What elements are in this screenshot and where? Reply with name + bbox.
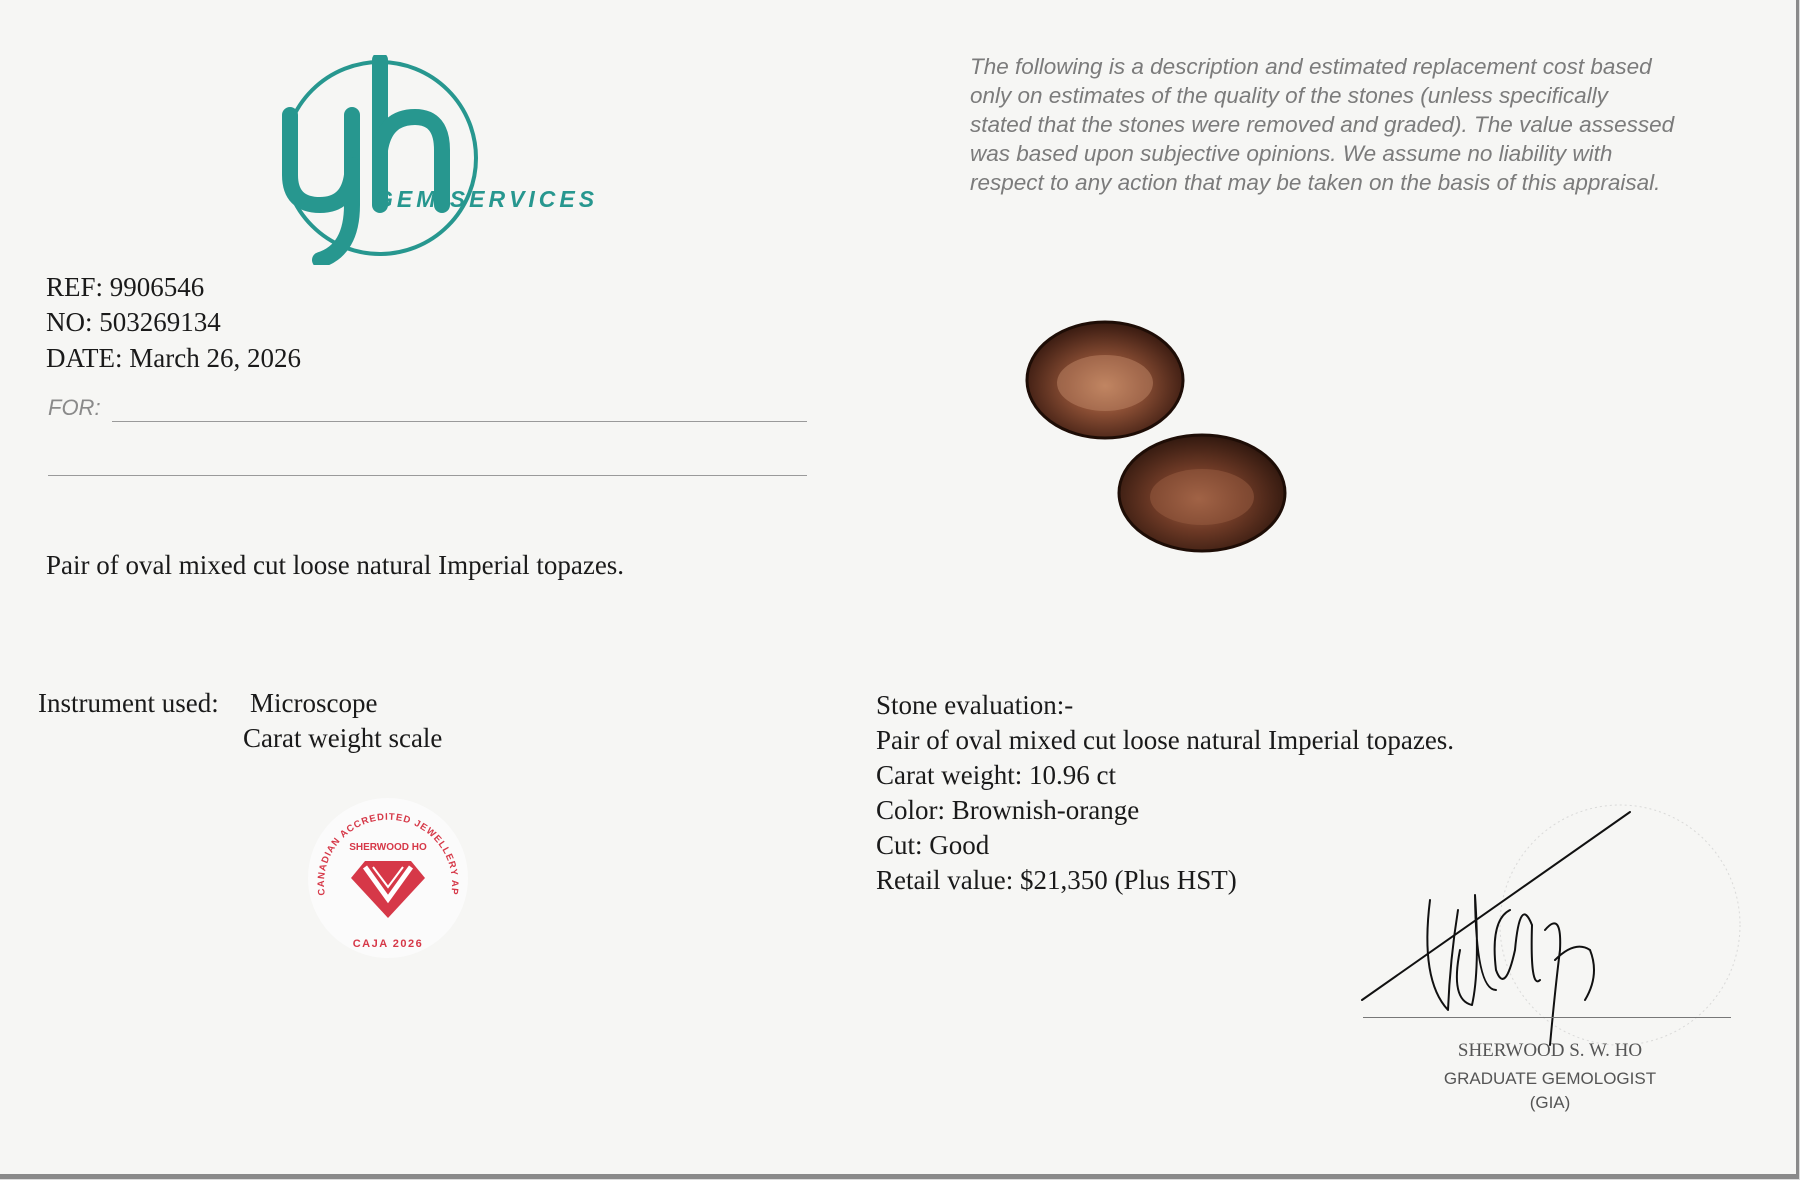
- seal-name: SHERWOOD HO: [349, 842, 427, 853]
- stone-cut: Cut: Good: [876, 830, 990, 860]
- disclaimer-line: only on estimates of the quality of the stones (unless specifically: [970, 83, 1608, 108]
- appraiser-seal: [305, 795, 471, 961]
- appraisal-date: DATE: March 26, 2026: [46, 343, 301, 373]
- document-number: NO: 503269134: [46, 307, 221, 337]
- logo-tagline: GEM SERVICES: [375, 186, 599, 212]
- signature-area: [1300, 800, 1760, 1060]
- stone-color: Color: Brownish-orange: [876, 795, 1140, 825]
- gemstones-photo: [1020, 315, 1300, 555]
- instrument-item: Microscope: [250, 688, 378, 718]
- for-label: FOR:: [48, 395, 101, 420]
- signatory-title: GRADUATE GEMOLOGIST: [1443, 1069, 1657, 1088]
- for-line-second: [48, 475, 807, 476]
- ref-number: REF: 9906546: [46, 272, 205, 302]
- disclaimer-line: stated that the stones were removed and graded). The value assessed: [970, 112, 1675, 137]
- company-logo: [270, 55, 600, 265]
- disclaimer-line: respect to any action that may be taken on the basis of this appraisal.: [970, 170, 1661, 195]
- logo-mark-icon: [270, 55, 600, 265]
- disclaimer-text: [970, 52, 1760, 197]
- disclaimer-line: The following is a description and estimated replacement cost based: [970, 54, 1652, 79]
- instrument-label: Instrument used:: [38, 688, 219, 718]
- evaluation-heading: Stone evaluation:-: [876, 690, 1074, 720]
- signatory-name: SHERWOOD S. W. HO: [1457, 1040, 1643, 1061]
- gemstone-1: [1027, 322, 1183, 438]
- disclaimer-line: was based upon subjective opinions. We assume no liability with: [970, 141, 1613, 166]
- gemstone-2: [1119, 435, 1285, 551]
- instrument-item: Carat weight scale: [243, 723, 443, 753]
- signatory-credential: (GIA): [1529, 1093, 1571, 1112]
- handwritten-signature: [1300, 800, 1760, 1060]
- evaluation-description: Pair of oval mixed cut loose natural Imperial topazes.: [876, 725, 1455, 755]
- item-description: Pair of oval mixed cut loose natural Imperial topazes.: [46, 550, 625, 580]
- carat-weight: Carat weight: 10.96 ct: [876, 760, 1116, 790]
- retail-value: Retail value: $21,350 (Plus HST): [876, 865, 1237, 895]
- for-line: [112, 421, 807, 422]
- seal-footer: CAJA 2026: [352, 938, 424, 950]
- seal-ring-text: CANADIAN ACCREDITED JEWELLERY AP: [315, 811, 461, 897]
- signature-line: [1363, 1017, 1731, 1018]
